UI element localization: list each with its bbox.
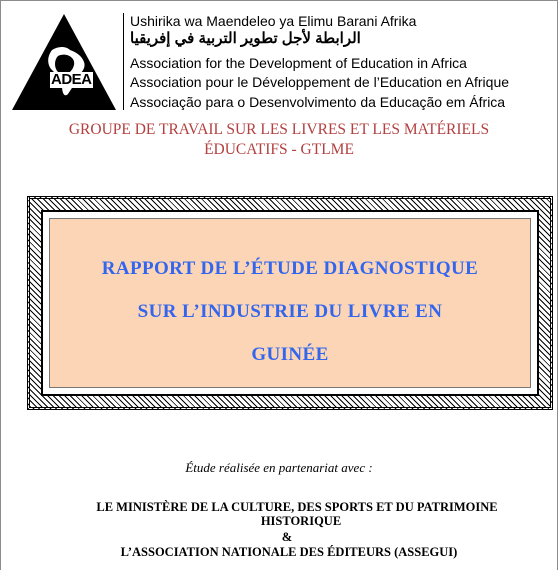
partnership-intro: Étude réalisée en partenariat avec : [185,460,373,475]
org-name-swahili: Ushirika wa Maendeleo ya Elimu Barani Afrika [130,13,417,29]
partner1-line1: LE MINISTÈRE DE LA CULTURE, DES SPORTS ET DU PATRIMOINE [96,500,498,514]
partner1-line2: HISTORIQUE [260,514,342,528]
group-title [0,120,558,160]
org-name-portuguese: Associação para o Desenvolvimento da Educação em África [130,94,506,110]
org-name-french: Association pour le Développement de l’Education en Afrique [130,74,510,90]
partner-ampersand: & [281,530,293,544]
adea-logo-word: ADEA [51,71,92,88]
adea-logo [12,12,118,112]
group-title-line2: ÉDUCATIFS - GTLME [204,141,354,158]
africa-triangle-icon [12,12,118,112]
org-name-arabic: الرابطة لأجل تطوير التربية في إفريقيا [130,30,361,47]
report-title-line3: GUINÉE [251,344,329,365]
header-divider [123,13,124,110]
partner2: L’ASSOCIATION NATIONALE DES ÉDITEURS (ASSEGUI) [120,545,458,559]
report-title-frame [27,196,553,410]
report-title-box [49,218,531,388]
report-title-line2: SUR L’INDUSTRIE DU LIVRE EN [137,301,443,322]
report-title-inner-frame [41,210,539,396]
report-title [50,247,530,376]
org-name-english: Association for the Development of Education in Africa [130,55,467,71]
group-title-line1: GROUPE DE TRAVAIL SUR LES LIVRES ET LES MATÉRIELS [68,121,490,138]
report-title-line1: RAPPORT DE L’ÉTUDE DIAGNOSTIQUE [101,258,479,279]
